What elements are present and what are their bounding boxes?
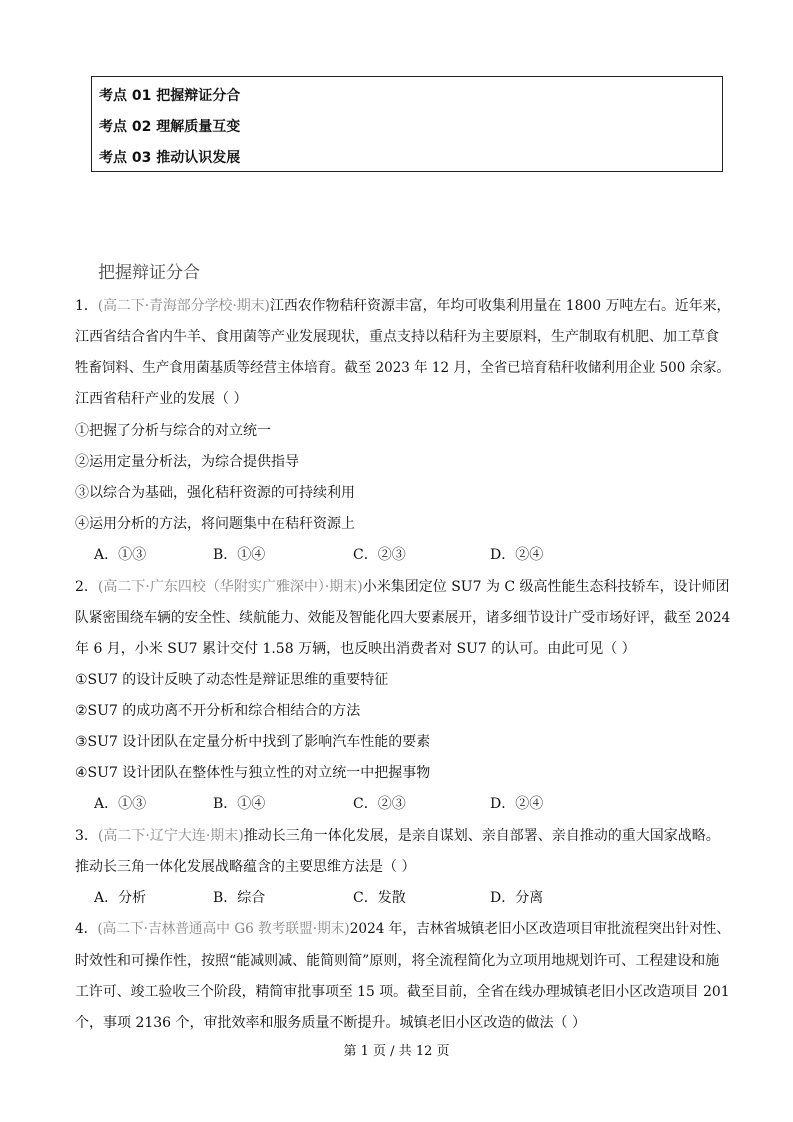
question-2-statement-4: ④SU7 设计团队在整体性与独立性的对立统一中把握事物: [75, 765, 431, 781]
question-source: (高二下·吉林普通高中 G6 教考联盟·期末): [97, 921, 350, 937]
question-text: 2024 年，吉林省城镇老旧小区改造项目审批流程突出针对性、: [349, 921, 731, 937]
question-4-line-4: 个，事项 2136 个，审批效率和服务质量不断提升。城镇老旧小区改造的做法（ ）: [75, 1015, 586, 1031]
option-b[interactable]: B．综合: [213, 890, 266, 906]
option-c[interactable]: C．发散: [353, 890, 406, 906]
option-d[interactable]: D．②④: [490, 796, 544, 812]
question-2-line-2: 队紧密围绕车辆的安全性、续航能力、效能及智能化四大要素展开，诸多细节设计广受市场好评，截至 2024: [75, 610, 731, 626]
question-2-statement-2: ②SU7 的成功离不开分析和综合相结合的方法: [75, 703, 361, 719]
question-text: 江西农作物秸秆资源丰富，年均可收集利用量在 1800 万吨左右。近年来，: [269, 298, 731, 314]
question-number: 2．: [75, 579, 98, 595]
outline-box: [91, 76, 723, 172]
option-a[interactable]: A．①③: [94, 796, 147, 812]
option-c[interactable]: C．②③: [353, 547, 406, 563]
question-number: 3．: [75, 828, 98, 844]
option-a[interactable]: A．分析: [94, 890, 147, 906]
outline-item-2: 考点 02 理解质量互变: [99, 119, 241, 135]
outline-item-3: 考点 03 推动认识发展: [99, 150, 241, 166]
question-1-line-3: 牲畜饲料、生产食用菌基质等经营主体培育。截至 2023 年 12 月，全省已培育秸秆收储利用企业 500 余家。: [75, 360, 731, 376]
option-d[interactable]: D．分离: [490, 890, 544, 906]
question-1-statement-1: ①把握了分析与综合的对立统一: [75, 423, 271, 439]
question-source: (高二下·青海部分学校·期末): [97, 298, 270, 314]
question-1-statement-2: ②运用定量分析法，为综合提供指导: [75, 454, 299, 470]
question-3-line-2: 推动长三角一体化发展战略蕴含的主要思维方法是（ ）: [75, 859, 416, 875]
question-2-first-line: [75, 576, 730, 596]
question-source: (高二下·广东四校（华附实广雅深中）·期末): [97, 579, 363, 595]
section-title: 把握辩证分合: [98, 263, 200, 283]
question-text: 推动长三角一体化发展，是亲自谋划、亲自部署、亲自推动的重大国家战略。: [243, 828, 720, 844]
option-d[interactable]: D．②④: [490, 547, 544, 563]
page-footer: 第 1 页 / 共 12 页: [343, 1044, 450, 1059]
question-1-line-4: 江西省秸秆产业的发展（ ）: [75, 391, 248, 407]
option-c[interactable]: C．②③: [353, 796, 406, 812]
question-1-first-line: [75, 295, 730, 315]
question-text: 小米集团定位 SU7 为 C 级高性能生态科技轿车，设计师团: [362, 579, 730, 595]
option-a[interactable]: A．①③: [94, 547, 147, 563]
question-number: 1．: [75, 298, 98, 314]
question-source: (高二下·辽宁大连·期末): [97, 828, 244, 844]
question-1-statement-3: ③以综合为基础，强化秸秆资源的可持续利用: [75, 485, 355, 501]
question-1-statement-4: ④运用分析的方法，将问题集中在秸秆资源上: [75, 516, 355, 532]
question-4-first-line: [75, 918, 730, 938]
option-b[interactable]: B．①④: [213, 796, 266, 812]
question-number: 4．: [75, 921, 98, 937]
option-b[interactable]: B．①④: [213, 547, 266, 563]
outline-item-1: 考点 01 把握辩证分合: [99, 88, 241, 104]
question-3-first-line: [75, 825, 720, 845]
question-2-line-3: 年 6 月，小米 SU7 累计交付 1.58 万辆，也反映出消费者对 SU7 的认可。由此可见（ ）: [75, 641, 636, 657]
question-4-line-3: 工许可、竣工验收三个阶段，精简审批事项至 15 项。截至目前，全省在线办理城镇老旧小区改造项目 201: [75, 984, 730, 1000]
question-2-statement-3: ③SU7 设计团队在定量分析中找到了影响汽车性能的要素: [75, 734, 431, 750]
question-4-line-2: 时效性和可操作性，按照“能减则减、能简则简”原则，将全流程简化为立项用地规划许可、工程建设和施: [75, 953, 720, 969]
question-1-line-2: 江西省结合省内牛羊、食用菌等产业发展现状，重点支持以秸秆为主要原料，生产制取有机肥、加工草食: [75, 329, 719, 345]
question-2-statement-1: ①SU7 的设计反映了动态性是辩证思维的重要特征: [75, 672, 389, 688]
